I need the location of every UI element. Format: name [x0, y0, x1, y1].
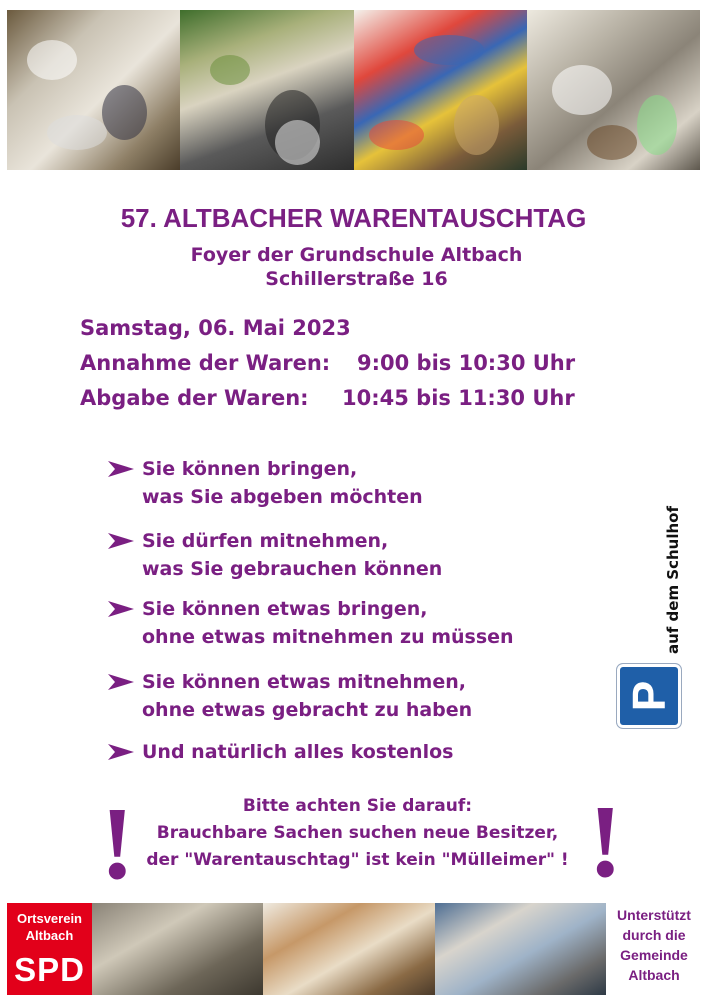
list-item-line2: ohne etwas gebracht zu haben [142, 699, 473, 721]
spd-logo: SPD [14, 951, 85, 988]
support-note [606, 905, 702, 985]
exclamation-mark-right: ! [588, 784, 623, 899]
exclamation-mark-left: ! [100, 786, 135, 901]
spd-logo-block [7, 903, 92, 995]
org-line2: Altbach [25, 928, 74, 943]
pickup-label: Abgabe der Waren: [80, 386, 309, 410]
list-item-line1: Sie dürfen mitnehmen, [142, 530, 389, 552]
support-line: Altbach [628, 967, 680, 983]
footer-photo [435, 903, 606, 995]
footer-photo-strip [92, 903, 606, 995]
notice-heading: Bitte achten Sie darauf: [242, 796, 473, 816]
support-line: Gemeinde [620, 947, 688, 963]
list-item-line1: Und natürlich alles kostenlos [142, 741, 454, 763]
event-title: 57. ALTBACHER WARENTAUSCHTAG [120, 203, 587, 233]
kitchenware-photo [7, 10, 180, 170]
list-item-line2: ohne etwas mitnehmen zu müssen [142, 626, 514, 648]
list-item-line1: Sie können etwas bringen, [142, 598, 428, 620]
intake-time: 9:00 bis 10:30 Uhr [357, 351, 576, 375]
parking-note [661, 505, 685, 655]
arrow-bullet-icon [108, 744, 134, 760]
intake-label: Annahme der Waren: [80, 351, 331, 375]
list-item-line2: was Sie gebrauchen können [142, 558, 443, 580]
notice-line: der "Warentauschtag" ist kein "Mülleimer" ! [146, 850, 569, 870]
list-item [108, 738, 453, 766]
venue-address: Schillerstraße 16 [265, 268, 448, 290]
parking-sign-icon [617, 664, 681, 728]
crowd-photo [180, 10, 353, 170]
footer-photo [92, 903, 263, 995]
arrow-bullet-icon [108, 674, 134, 690]
support-line: durch die [622, 927, 686, 943]
toys-photo [354, 10, 527, 170]
footer-photo [263, 903, 434, 995]
list-item-line2: was Sie abgeben möchten [142, 486, 423, 508]
parking-note-text: auf dem Schulhof [664, 505, 682, 655]
list-item-line1: Sie können etwas mitnehmen, [142, 671, 466, 693]
notice-line: Brauchbare Sachen suchen neue Besitzer, [156, 823, 559, 843]
glassware-photo [527, 10, 700, 170]
header-photo-strip [7, 10, 700, 170]
list-item [108, 455, 423, 511]
org-line1: Ortsverein [16, 911, 83, 926]
arrow-bullet-icon [108, 533, 134, 549]
list-item [108, 595, 514, 651]
event-date-text: Samstag, 06. Mai 2023 [80, 316, 351, 340]
list-item [108, 668, 472, 724]
parking-sign-letter: P [623, 680, 675, 712]
arrow-bullet-icon [108, 601, 134, 617]
venue-name: Foyer der Grundschule Altbach [190, 244, 523, 266]
list-item-line1: Sie können bringen, [142, 458, 358, 480]
list-item [108, 527, 442, 583]
support-line: Unterstützt [617, 907, 691, 923]
pickup-time: 10:45 bis 11:30 Uhr [342, 386, 575, 410]
arrow-bullet-icon [108, 461, 134, 477]
